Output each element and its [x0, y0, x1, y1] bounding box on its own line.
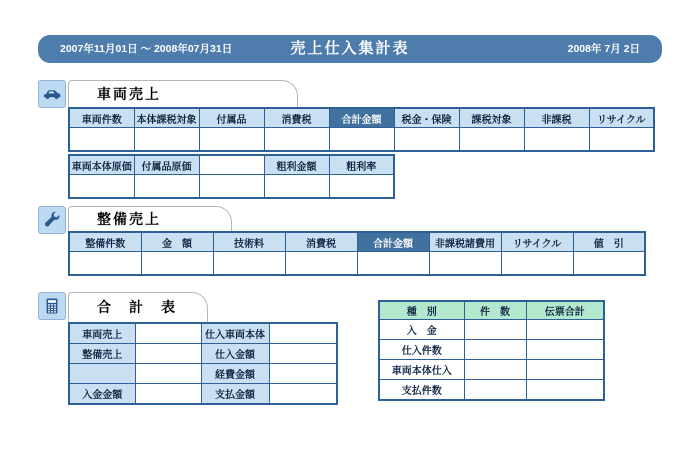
header-cell: 本体課税対象 [134, 108, 199, 128]
label-cell: 支払金額 [201, 384, 269, 405]
section-tab-totals [68, 292, 208, 322]
value-cell [526, 380, 604, 401]
maintenance-sales-table [68, 231, 646, 276]
totals-right-table [378, 300, 605, 401]
totals-left-row [69, 323, 337, 344]
vehicle-cost-header-row [69, 155, 394, 175]
totals-left-row [69, 384, 337, 405]
calculator-icon [38, 292, 66, 320]
section-title-maintenance-sales: 整備売上 [97, 211, 161, 227]
car-icon [38, 80, 66, 108]
value-cell [459, 128, 524, 152]
value-cell [264, 175, 329, 199]
value-cell [69, 128, 134, 152]
header-cell: 非課税 [524, 108, 589, 128]
vehicle-cost-table [68, 154, 395, 199]
totals-right-row [379, 340, 604, 360]
vehicle-sales-value-row [69, 128, 654, 152]
value-cell [269, 384, 337, 405]
header-cell: 消費税 [264, 108, 329, 128]
header-cell: 金 額 [141, 232, 213, 252]
vehicle-cost-value-row [69, 175, 394, 199]
header-cell: リサイクル [501, 232, 573, 252]
label-cell: 仕入金額 [201, 344, 269, 364]
value-cell [429, 252, 501, 276]
vehicle-sales-header-row [69, 108, 654, 128]
totals-right-row [379, 380, 604, 401]
value-cell [69, 175, 134, 199]
value-cell [141, 252, 213, 276]
value-cell [589, 128, 654, 152]
value-cell [501, 252, 573, 276]
header-cell: 件 数 [464, 301, 526, 320]
value-cell [135, 364, 201, 384]
label-cell: 仕入車両本体 [201, 323, 269, 344]
header-cell: 技術料 [213, 232, 285, 252]
totals-right-row [379, 360, 604, 380]
header-cell: 課税対象 [459, 108, 524, 128]
label-cell [69, 364, 135, 384]
header-cell: 粗利金額 [264, 155, 329, 175]
label-cell: 経費金額 [201, 364, 269, 384]
header-cell: 税金・保険 [394, 108, 459, 128]
value-cell [135, 344, 201, 364]
label-cell: 仕入件数 [379, 340, 464, 360]
vehicle-sales-table [68, 107, 655, 152]
header-cell: 消費税 [285, 232, 357, 252]
header-cell: 車両本体原価 [69, 155, 134, 175]
value-cell [524, 128, 589, 152]
section-tab-vehicle-sales [68, 80, 298, 107]
value-cell [269, 364, 337, 384]
section-title-totals: 合 計 表 [97, 299, 177, 315]
value-cell [464, 320, 526, 340]
value-cell [464, 360, 526, 380]
value-cell [213, 252, 285, 276]
header-cell: 伝票合計 [526, 301, 604, 320]
value-cell [526, 320, 604, 340]
report-date-range: 2007年11月01日 ～ 2008年07月31日 [60, 43, 233, 55]
header-cell: 付属品 [199, 108, 264, 128]
label-cell: 入 金 [379, 320, 464, 340]
value-cell [135, 323, 201, 344]
label-cell: 車両売上 [69, 323, 135, 344]
header-cell: 種 別 [379, 301, 464, 320]
totals-left-row [69, 364, 337, 384]
maintenance-sales-header-row [69, 232, 645, 252]
value-cell [135, 384, 201, 405]
wrench-icon [38, 206, 66, 234]
value-cell [464, 380, 526, 401]
section-title-vehicle-sales: 車両売上 [97, 86, 161, 102]
value-cell [573, 252, 645, 276]
maintenance-sales-value-row [69, 252, 645, 276]
value-cell [329, 175, 394, 199]
header-cell: 非課税諸費用 [429, 232, 501, 252]
header-cell: 車両件数 [69, 108, 134, 128]
header-cell: リサイクル [589, 108, 654, 128]
totals-left-table [68, 322, 338, 405]
totals-right-row [379, 320, 604, 340]
value-cell [285, 252, 357, 276]
value-cell [264, 128, 329, 152]
value-cell [199, 175, 264, 199]
header-cell: 粗利率 [329, 155, 394, 175]
label-cell: 入金金額 [69, 384, 135, 405]
page-title: 売上仕入集計表 [290, 40, 410, 57]
value-cell [269, 323, 337, 344]
label-cell: 車両本体仕入 [379, 360, 464, 380]
value-cell [134, 128, 199, 152]
value-cell [134, 175, 199, 199]
header-cell [199, 155, 264, 175]
value-cell [526, 360, 604, 380]
header-cell: 値 引 [573, 232, 645, 252]
value-cell [357, 252, 429, 276]
totals-right-header-row [379, 301, 604, 320]
header-cell: 合計金額 [329, 108, 394, 128]
section-tab-maintenance-sales [68, 206, 232, 231]
label-cell: 支払件数 [379, 380, 464, 401]
value-cell [329, 128, 394, 152]
value-cell [464, 340, 526, 360]
totals-left-row [69, 344, 337, 364]
value-cell [199, 128, 264, 152]
header-cell: 付属品原価 [134, 155, 199, 175]
report-title-bar [38, 35, 662, 63]
report-print-date: 2008年 7月 2日 [567, 43, 640, 55]
header-cell: 合計金額 [357, 232, 429, 252]
value-cell [69, 252, 141, 276]
value-cell [526, 340, 604, 360]
label-cell: 整備売上 [69, 344, 135, 364]
value-cell [269, 344, 337, 364]
header-cell: 整備件数 [69, 232, 141, 252]
value-cell [394, 128, 459, 152]
